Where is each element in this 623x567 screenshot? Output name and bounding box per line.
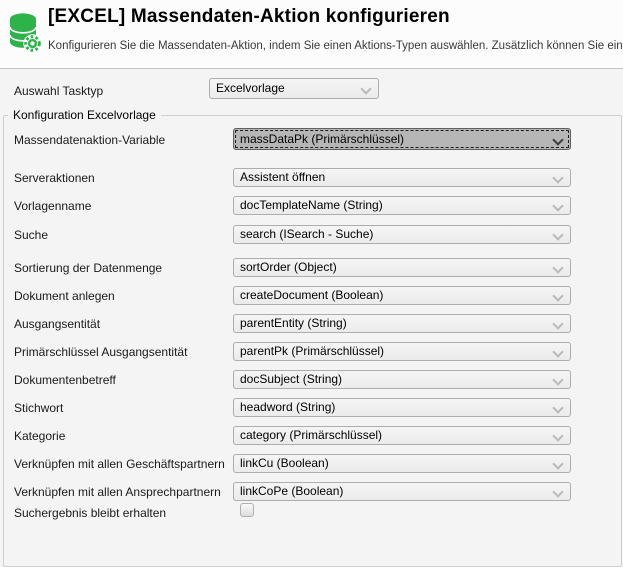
selected-value: headword (String) <box>240 400 336 414</box>
dokument-anlegen-dropdown[interactable] <box>233 286 571 305</box>
form-row <box>0 286 623 310</box>
selected-value: parentPk (Primärschlüssel) <box>240 344 385 358</box>
field-label: Kategorie <box>14 429 66 443</box>
vorlagenname-dropdown[interactable] <box>233 196 571 215</box>
selected-value: docTemplateName (String) <box>240 198 383 212</box>
form-row <box>0 168 623 192</box>
sortierung-dropdown[interactable] <box>233 258 571 277</box>
groupbox-legend: Konfiguration Excelvorlage <box>8 108 161 122</box>
tasktyp-selected-value: Excelvorlage <box>216 81 285 95</box>
chevron-down-icon <box>553 432 563 442</box>
field-label: Stichwort <box>14 401 64 415</box>
chevron-down-icon <box>553 136 563 146</box>
database-gear-icon <box>8 12 42 54</box>
form-row <box>0 225 623 249</box>
chevron-down-icon <box>553 376 563 386</box>
field-label: Suchergebnis bleibt erhalten <box>14 506 167 520</box>
form-row <box>0 370 623 394</box>
massdata-variable-dropdown[interactable] <box>233 128 571 150</box>
page-subtitle: Konfigurieren Sie die Massendaten-Aktion, indem Sie einen Aktions-Typen auswählen. Zusätzlich können Sie ein <box>48 40 623 52</box>
link-geschaeftspartner-dropdown[interactable] <box>233 454 571 473</box>
field-label: Verknüpfen mit allen Ansprechpartnern <box>14 485 221 499</box>
field-label: Dokumentenbetreff <box>14 373 116 387</box>
form-row <box>0 503 623 527</box>
primaerschluessel-ausgangsentitaet-dropdown[interactable] <box>233 342 571 361</box>
form-row <box>0 128 623 152</box>
suche-dropdown[interactable] <box>233 225 571 244</box>
chevron-down-icon <box>553 292 563 302</box>
wizard-header <box>0 0 623 69</box>
form-row <box>0 342 623 366</box>
chevron-down-icon <box>361 85 371 95</box>
selected-value: parentEntity (String) <box>240 316 347 330</box>
chevron-down-icon <box>553 488 563 498</box>
selected-value: Assistent öffnen <box>240 170 326 184</box>
chevron-down-icon <box>553 320 563 330</box>
selected-value: docSubject (String) <box>240 372 343 386</box>
selected-value: search (ISearch - Suche) <box>240 227 374 241</box>
field-label: Ausgangsentität <box>14 317 101 331</box>
form-row <box>0 258 623 282</box>
ausgangsentitaet-dropdown[interactable] <box>233 314 571 333</box>
tasktype-label: Auswahl Tasktyp <box>14 84 104 98</box>
form-row <box>0 314 623 338</box>
tasktype-row <box>0 78 623 102</box>
suchergebnis-checkbox[interactable] <box>240 503 254 517</box>
selected-value: linkCu (Boolean) <box>240 456 329 470</box>
chevron-down-icon <box>553 202 563 212</box>
selected-value: createDocument (Boolean) <box>240 288 384 302</box>
field-label: Primärschlüssel Ausgangsentität <box>14 345 188 359</box>
form-row <box>0 426 623 450</box>
form-row <box>0 196 623 220</box>
form-row <box>0 454 623 478</box>
chevron-down-icon <box>553 231 563 241</box>
chevron-down-icon <box>553 460 563 470</box>
chevron-down-icon <box>553 404 563 414</box>
field-label: Verknüpfen mit allen Geschäftspartnern <box>14 457 225 471</box>
selected-value: category (Primärschlüssel) <box>240 428 383 442</box>
selected-value: sortOrder (Object) <box>240 260 337 274</box>
link-ansprechpartner-dropdown[interactable] <box>233 482 571 501</box>
field-label: Sortierung der Datenmenge <box>14 261 163 275</box>
field-label: Dokument anlegen <box>14 289 115 303</box>
chevron-down-icon <box>553 264 563 274</box>
kategorie-dropdown[interactable] <box>233 426 571 445</box>
field-label: Vorlagenname <box>14 199 92 213</box>
selected-value: massDataPk (Primärschlüssel) <box>240 132 405 146</box>
form-row <box>0 398 623 422</box>
tasktyp-dropdown[interactable] <box>209 78 379 99</box>
stichwort-dropdown[interactable] <box>233 398 571 417</box>
field-label: Massendatenaktion-Variable <box>14 133 166 147</box>
dokumentenbetreff-dropdown[interactable] <box>233 370 571 389</box>
field-label: Serveraktionen <box>14 171 95 185</box>
field-label: Suche <box>14 228 49 242</box>
chevron-down-icon <box>553 174 563 184</box>
page-title: [EXCEL] Massendaten-Aktion konfigurieren <box>48 6 450 27</box>
chevron-down-icon <box>553 348 563 358</box>
selected-value: linkCoPe (Boolean) <box>240 484 344 498</box>
serveraktionen-dropdown[interactable] <box>233 168 571 187</box>
